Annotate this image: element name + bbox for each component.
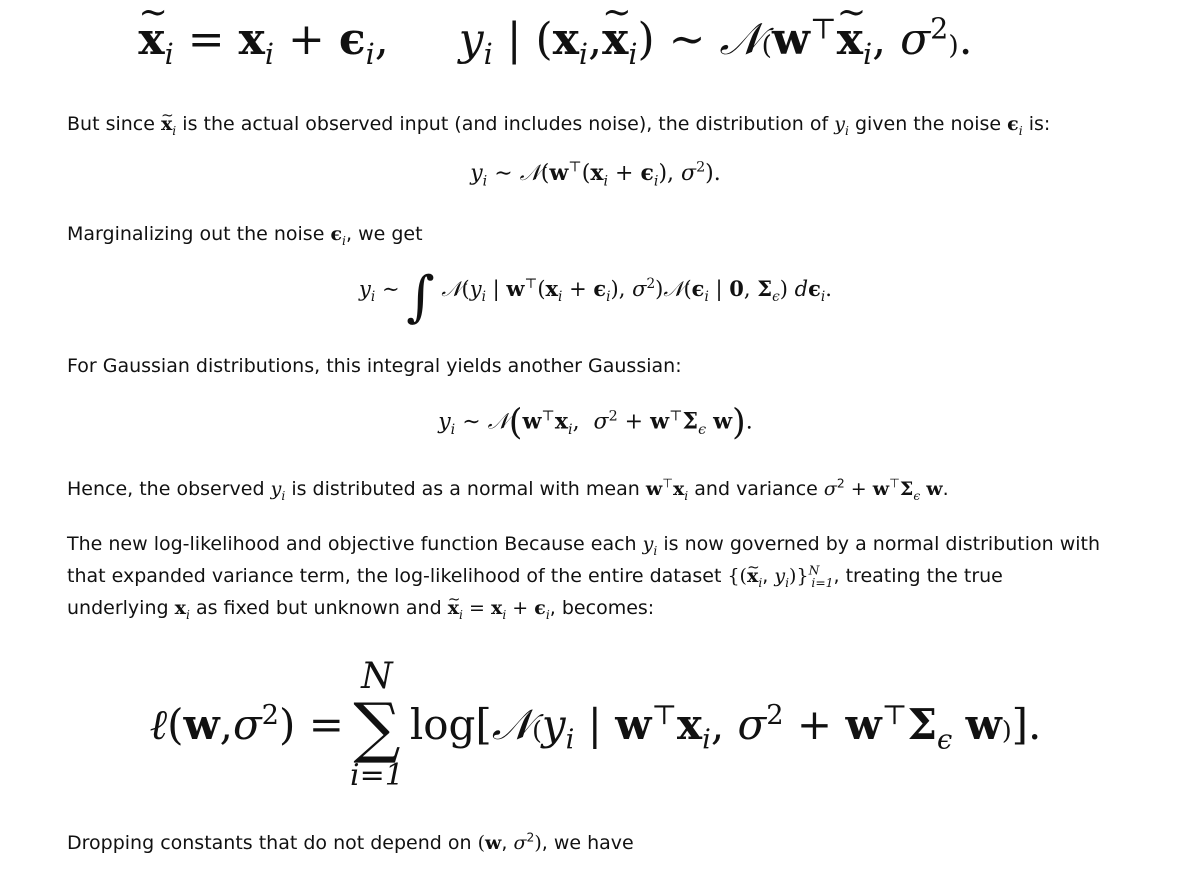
paragraph-gaussian	[67, 350, 682, 382]
text-p1-after: is:	[1028, 113, 1051, 135]
summation-symbol: N ∑ i=1	[349, 656, 404, 793]
text-p6-before: Dropping constants that do not depend on	[67, 832, 472, 854]
equation-marginal: $y_i$ ∼ $𝒩(w^⊤x_i$, $\sigma^2 + w^⊤\Sigma_\epsilon$ w).	[438, 402, 753, 443]
text-p4-middle: is distributed as a normal with mean	[291, 478, 640, 500]
paragraph-dropping-constants: Dropping constants that do not depend on (w, $\sigma^2$), we have	[67, 830, 634, 854]
text-p5-b: is now governed by a normal distribution with that expanded variance term, the log-likelihood of the entire dataset	[67, 533, 1101, 587]
equation-conditional: $y_i$ ∼ $𝒩(w^⊤(x_i + \epsilon_i)$, $\sigma^2$).	[470, 159, 721, 190]
paragraph-marginalizing: Marginalizing out the noise $\epsilon_i$, we get	[67, 223, 423, 248]
text-p5-a: The new log-likelihood and objective function Because each	[67, 533, 637, 555]
text-p4-before: Hence, the observed	[67, 478, 265, 500]
text-p1-before: But since	[67, 113, 155, 135]
paragraph-observed-input: But since ~ $x_i$ is the actual observed input (and includes noise), the distribution of $y_i$ given the noise $\epsilon_i$ is:	[67, 108, 1050, 140]
equation-integral: $y_i$ ∼ ∫ $𝒩(y_i$ | $w^⊤(x_i + \epsilon_i)$, $\sigma^2)𝒩(\epsilon_i$ | 0, $\Sigma_\epsilon$) $d\epsilon_i$.	[359, 264, 832, 328]
paragraph-log-likelihood: The new log-likelihood and objective function Because each $y_i$ is now governed by a normal distribution with that expanded variance term, the log-likelihood of the entire dataset {(~ $x_i$, $y_i)\}^N_{i=1}$, treating the true underlying $x_i$ as fixed but unknown and ~ $x_i = x_i + \epsilon_i$, becomes:	[67, 528, 1107, 624]
text-p6-after: , we have	[541, 832, 634, 854]
equation-noise-model: ~ $x_i = x_i + \epsilon_i$, $y_i$ | ($x_i,\sim$ $x_i$) ∼ 𝒩(w⊤~ $x_i$, $\sigma^2$).	[0, 14, 1151, 65]
text-p3: For Gaussian distributions, this integral yields another Gaussian:	[67, 355, 682, 377]
text-p5-d: as fixed but unknown and	[195, 597, 442, 619]
equation-log-likelihood: $\ell(w,\sigma^2)$ = N ∑ i=1 $\log[𝒩(y_i$ | $w^⊤x_i$, $\sigma^2 + w^⊤\Sigma_\epsilon$ w)].	[149, 656, 1042, 793]
text-p1-middle2: given the noise	[854, 113, 1002, 135]
text-p2-before: Marginalizing out the noise	[67, 223, 325, 245]
paragraph-hence: Hence, the observed $y_i$ is distributed as a normal with mean $w^⊤x_i$ and variance $\sigma^2 + w^⊤\Sigma_\epsilon$ w.	[67, 476, 949, 503]
text-p5-e: , becomes:	[549, 597, 655, 619]
text-p2-after: , we get	[345, 223, 423, 245]
text-p1-middle: is the actual observed input (and includes noise), the distribution of	[182, 113, 829, 135]
text-p5-c: , treating the true underlying	[67, 565, 1003, 619]
text-p4-middle2: and variance	[694, 478, 818, 500]
